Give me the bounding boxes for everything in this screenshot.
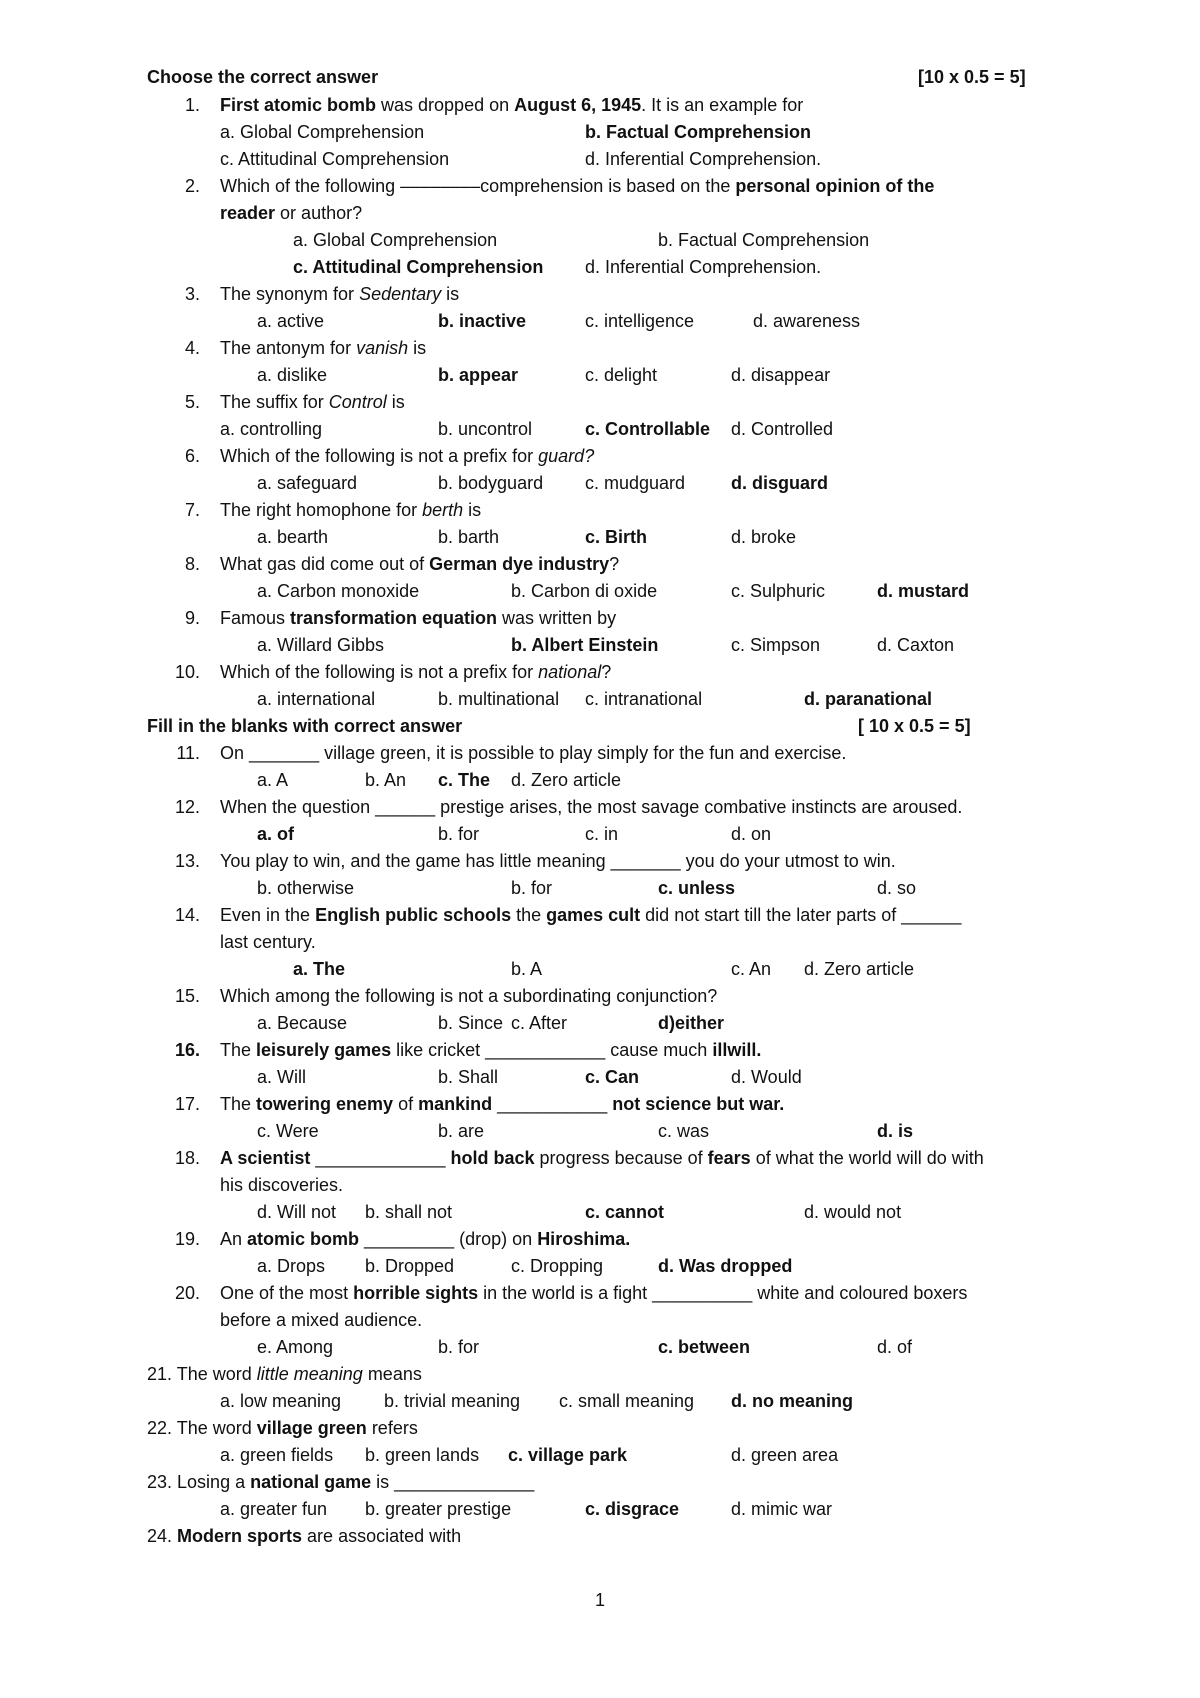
option-d: d. Zero article	[511, 770, 622, 790]
question-number: 17.	[174, 1094, 200, 1114]
option-b: b. for	[511, 878, 553, 898]
option-d: d. Inferential Comprehension.	[585, 149, 822, 169]
option-a: a. controlling	[220, 419, 323, 439]
option-d: d. Caxton	[877, 635, 955, 655]
option-a: a. Because	[257, 1013, 348, 1033]
option-d: d. mimic war	[731, 1499, 833, 1519]
question-text-cont: his discoveries.	[220, 1175, 344, 1195]
option-a: d. Will not	[257, 1202, 337, 1222]
question-text: A scientist _____________ hold back progress because of fears of what the world will do with	[220, 1148, 984, 1168]
option-d: d. mustard	[877, 581, 970, 601]
question-number: 18.	[174, 1148, 200, 1168]
option-d: d. Zero article	[804, 959, 915, 979]
option-d: d. Would	[731, 1067, 802, 1087]
question-text: The synonym for Sedentary is	[220, 284, 460, 304]
option-c: c. in	[585, 824, 619, 844]
option-a: a. Carbon monoxide	[257, 581, 420, 601]
option-b: b. Since	[438, 1013, 504, 1033]
option-a: a. A	[257, 770, 289, 790]
section1-heading: Choose the correct answer	[147, 67, 379, 87]
option-b: b. A	[511, 959, 543, 979]
option-c: c. village park	[508, 1445, 628, 1465]
option-c: c. unless	[658, 878, 736, 898]
question-text: The leisurely games like cricket ____________ cause much illwill.	[220, 1040, 762, 1060]
option-a: a. international	[257, 689, 376, 709]
option-a: a. green fields	[220, 1445, 334, 1465]
question-number: 11.	[176, 743, 200, 763]
option-a: a. Willard Gibbs	[257, 635, 385, 655]
question-text: 21. The word little meaning means	[147, 1364, 422, 1384]
option-b: b. are	[438, 1121, 485, 1141]
question-number: 9.	[184, 608, 200, 628]
question-text: You play to win, and the game has little meaning _______ you do your utmost to win.	[220, 851, 896, 871]
question-number: 1.	[184, 95, 200, 115]
option-c: c. Can	[585, 1067, 640, 1087]
question-text: An atomic bomb _________ (drop) on Hiroshima.	[220, 1229, 631, 1249]
question-number: 16.	[174, 1040, 200, 1060]
question-number: 10.	[174, 662, 200, 682]
option-b: b. for	[438, 1337, 480, 1357]
option-c: c. Attitudinal Comprehension	[293, 257, 544, 277]
question-text: Famous transformation equation was written by	[220, 608, 617, 628]
option-c: c. Dropping	[511, 1256, 604, 1276]
question-number: 8.	[184, 554, 200, 574]
question-text: Which among the following is not a subordinating conjunction?	[220, 986, 718, 1006]
option-d: d. green area	[731, 1445, 839, 1465]
option-d: d. awareness	[753, 311, 861, 331]
question-text: First atomic bomb was dropped on August 6, 1945. It is an example for	[220, 95, 804, 115]
option-b: b. Dropped	[365, 1256, 455, 1276]
option-b: b. Shall	[438, 1067, 499, 1087]
option-c: c. The	[438, 770, 491, 790]
question-text-cont: reader or author?	[220, 203, 363, 223]
section1-marks: [10 x 0.5 = 5]	[918, 67, 1026, 87]
question-text: The antonym for vanish is	[220, 338, 427, 358]
option-c: c. small meaning	[559, 1391, 695, 1411]
option-c: c. After	[511, 1013, 568, 1033]
question-text: The towering enemy of mankind ___________ not science but war.	[220, 1094, 785, 1114]
option-a: a. The	[293, 959, 346, 979]
option-a: b. otherwise	[257, 878, 355, 898]
option-c: c. intranational	[585, 689, 703, 709]
question-number: 3.	[184, 284, 200, 304]
option-d: d. Inferential Comprehension.	[585, 257, 822, 277]
question-number: 15.	[174, 986, 200, 1006]
option-a: a. greater fun	[220, 1499, 328, 1519]
option-d: d. disguard	[731, 473, 829, 493]
option-c: c. delight	[585, 365, 658, 385]
option-c: c. disgrace	[585, 1499, 680, 1519]
option-d: d. on	[731, 824, 772, 844]
option-d: d. broke	[731, 527, 797, 547]
option-b: b. multinational	[438, 689, 560, 709]
option-a: a. of	[257, 824, 295, 844]
question-text: 22. The word village green refers	[147, 1418, 418, 1438]
option-a: e. Among	[257, 1337, 334, 1357]
option-d: d. no meaning	[731, 1391, 854, 1411]
question-number: 7.	[184, 500, 200, 520]
option-a: a. active	[257, 311, 325, 331]
option-b: b. shall not	[365, 1202, 453, 1222]
question-text: Which of the following is not a prefix for guard?	[220, 446, 595, 466]
option-c: c. Simpson	[731, 635, 821, 655]
option-b: b. bodyguard	[438, 473, 544, 493]
option-d: d. so	[877, 878, 917, 898]
question-text: What gas did come out of German dye industry?	[220, 554, 620, 574]
option-c: c. An	[731, 959, 772, 979]
question-number: 5.	[184, 392, 200, 412]
question-text-cont: last century.	[220, 932, 316, 952]
option-a: a. Drops	[257, 1256, 326, 1276]
option-b: b. greater prestige	[365, 1499, 512, 1519]
option-a: a. bearth	[257, 527, 329, 547]
option-a: a. Global Comprehension	[220, 122, 425, 142]
option-a: c. Were	[257, 1121, 319, 1141]
option-b: b. Albert Einstein	[511, 635, 659, 655]
section2-marks: [ 10 x 0.5 = 5]	[858, 716, 971, 736]
question-number: 12.	[174, 797, 200, 817]
option-c: c. Attitudinal Comprehension	[220, 149, 450, 169]
question-number: 2.	[184, 176, 200, 196]
question-text: 23. Losing a national game is ______________	[147, 1472, 535, 1492]
option-c: c. mudguard	[585, 473, 686, 493]
option-c: c. Birth	[585, 527, 648, 547]
question-text: Which of the following ––––––––comprehension is based on the personal opinion of the	[220, 176, 935, 196]
section2-heading: Fill in the blanks with correct answer	[147, 716, 463, 736]
option-b: b. inactive	[438, 311, 527, 331]
question-text: The suffix for Control is	[220, 392, 405, 412]
question-text: Which of the following is not a prefix for national?	[220, 662, 612, 682]
option-b: b. barth	[438, 527, 500, 547]
question-number: 13.	[174, 851, 200, 871]
question-text: On _______ village green, it is possible to play simply for the fun and exercise.	[220, 743, 847, 763]
option-d: d. paranational	[804, 689, 933, 709]
option-b: b. An	[365, 770, 407, 790]
option-b: b. Factual Comprehension	[585, 122, 812, 142]
option-d: d)either	[658, 1013, 725, 1033]
question-text-cont: before a mixed audience.	[220, 1310, 423, 1330]
option-c: c. was	[658, 1121, 710, 1141]
option-a: a. safeguard	[257, 473, 358, 493]
option-b: b. green lands	[365, 1445, 480, 1465]
option-c: c. Sulphuric	[731, 581, 826, 601]
question-text: 24. Modern sports are associated with	[147, 1526, 462, 1546]
option-a: a. dislike	[257, 365, 328, 385]
option-a: a. Global Comprehension	[293, 230, 498, 250]
option-d: d. of	[877, 1337, 913, 1357]
question-number: 14.	[174, 905, 200, 925]
question-number: 20.	[174, 1283, 200, 1303]
option-d: d. Controlled	[731, 419, 834, 439]
option-b: b. appear	[438, 365, 519, 385]
option-c: c. between	[658, 1337, 751, 1357]
option-b: b. uncontrol	[438, 419, 533, 439]
option-c: c. intelligence	[585, 311, 695, 331]
option-a: a. low meaning	[220, 1391, 342, 1411]
option-d: d. disappear	[731, 365, 831, 385]
option-a: a. Will	[257, 1067, 306, 1087]
question-text: Even in the English public schools the games cult did not start till the later parts of ______	[220, 905, 962, 925]
option-b: b. for	[438, 824, 480, 844]
question-text: One of the most horrible sights in the world is a fight __________ white and coloured boxers	[220, 1283, 968, 1303]
option-b: b. trivial meaning	[384, 1391, 521, 1411]
question-number: 4.	[184, 338, 200, 358]
question-number: 6.	[184, 446, 200, 466]
option-c: c. Controllable	[585, 419, 711, 439]
option-b: b. Factual Comprehension	[658, 230, 870, 250]
question-text: The right homophone for berth is	[220, 500, 482, 520]
option-c: c. cannot	[585, 1202, 665, 1222]
option-d: d. Was dropped	[658, 1256, 793, 1276]
question-number: 19.	[174, 1229, 200, 1249]
option-b: b. Carbon di oxide	[511, 581, 658, 601]
option-d: d. is	[877, 1121, 914, 1141]
page-number: 1	[594, 1590, 605, 1610]
option-d: d. would not	[804, 1202, 902, 1222]
question-text: When the question ______ prestige arises, the most savage combative instincts are aroused.	[220, 797, 963, 817]
